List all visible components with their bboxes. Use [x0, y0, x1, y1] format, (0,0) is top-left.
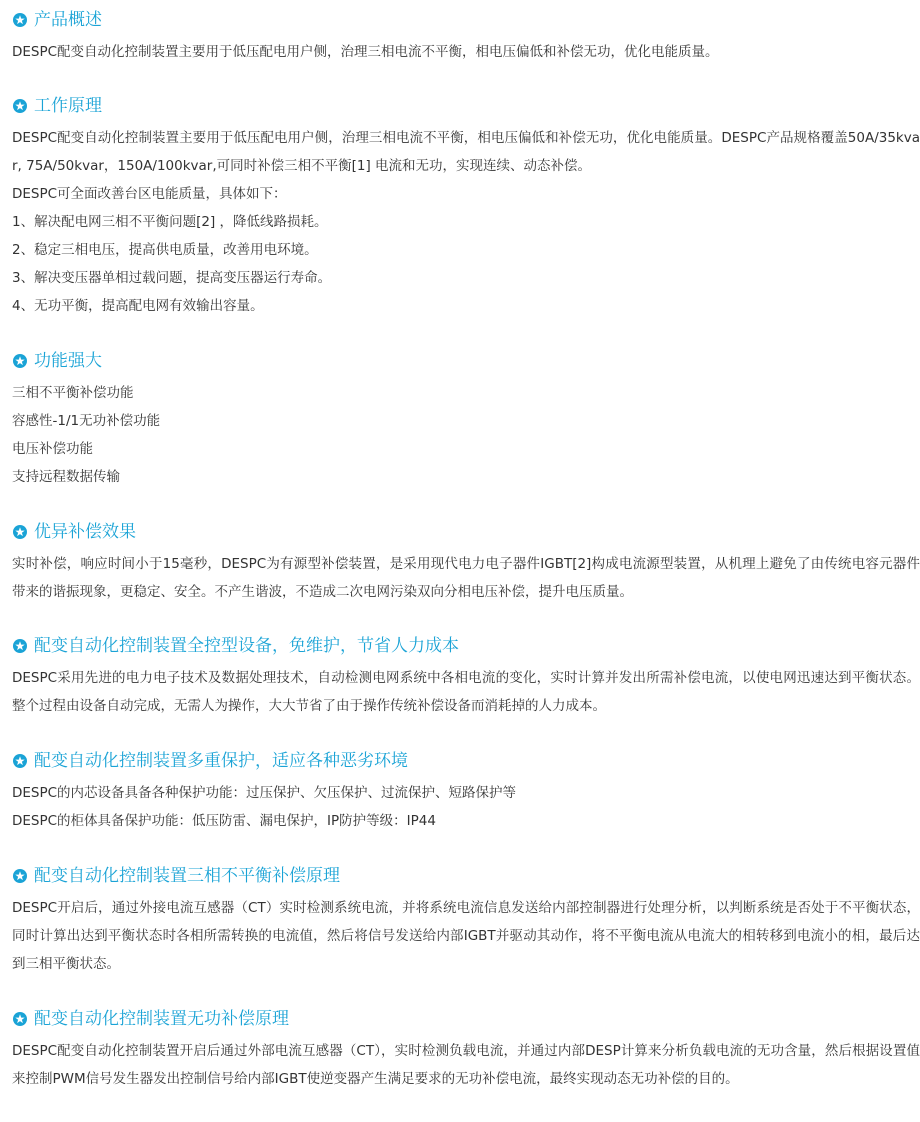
- section-heading: [12, 6, 920, 34]
- section-powerful-functions: [12, 347, 920, 491]
- section-title: 配变自动化控制装置多重保护，适应各种恶劣环境: [34, 751, 408, 771]
- section-multiple-protection: [12, 747, 920, 835]
- section-title: 功能强大: [34, 351, 102, 371]
- section-title: 工作原理: [34, 96, 102, 116]
- star-circle-icon: [12, 524, 28, 540]
- section-working-principle: [12, 92, 920, 320]
- section-unbalance-principle: [12, 862, 920, 978]
- paragraph: 实时补偿，响应时间小于15毫秒，DESPC为有源型补偿装置，是采用现代电力电子器件IGBT[2]构成电流源型装置，从机理上避免了由传统电容元器件带来的谐振现象，更稳定、安全。不产生谐波，不造成二次电网污染双向分相电压补偿，提升电压质量。: [12, 556, 920, 600]
- list-item: 电压补偿功能: [12, 441, 93, 457]
- paragraph: DESPC开启后，通过外接电流互感器（CT）实时检测系统电流，并将系统电流信息发送给内部控制器进行处理分析，以判断系统是否处于不平衡状态，同时计算出达到平衡状态时各相所需转换的电流值，然后将信号发送给内部IGBT并驱动其动作，将不平衡电流从电流大的相转移到电流小的相，最后达到三相平衡状态。: [12, 900, 920, 972]
- text-line: DESPC的柜体具备保护功能：低压防雷、漏电保护，IP防护等级：IP44: [12, 813, 436, 829]
- list-item: 3、解决变压器单相过载问题，提高变压器运行寿命。: [12, 270, 332, 286]
- star-circle-icon: [12, 353, 28, 369]
- paragraph: DESPC采用先进的电力电子技术及数据处理技术，自动检测电网系统中各相电流的变化，实时计算并发出所需补偿电流，以使电网迅速达到平衡状态。整个过程由设备自动完成，无需人为操作，大大节省了由于操作传统补偿设备而消耗掉的人力成本。: [12, 670, 920, 714]
- section-title: 配变自动化控制装置无功补偿原理: [34, 1009, 289, 1029]
- section-maintenance-free: [12, 632, 920, 720]
- section-heading: [12, 1005, 920, 1033]
- list-item: 三相不平衡补偿功能: [12, 385, 134, 401]
- paragraph: DESPC配变自动化控制装置主要用于低压配电用户侧，治理三相电流不平衡，相电压偏低和补偿无功，优化电能质量。DESPC产品规格覆盖50A/35kvar, 75A/50kvar，150A/100kvar,可同时补偿三相不平衡[1] 电流和无功，实现连续、动态补偿。: [12, 130, 920, 174]
- section-heading: [12, 747, 920, 775]
- star-circle-icon: [12, 12, 28, 28]
- text-line: DESPC配变自动化控制装置主要用于低压配电用户侧，治理三相电流不平衡，相电压偏低和补偿无功，优化电能质量。: [12, 44, 719, 60]
- section-compensation-effect: [12, 518, 920, 606]
- section-heading: [12, 518, 920, 546]
- list-item: 容感性-1/1无功补偿功能: [12, 413, 161, 429]
- list-item: 2、稳定三相电压，提高供电质量，改善用电环境。: [12, 242, 318, 258]
- star-circle-icon: [12, 638, 28, 654]
- star-circle-icon: [12, 868, 28, 884]
- star-circle-icon: [12, 1011, 28, 1027]
- text-line: DESPC的内芯设备具备各种保护功能：过压保护、欠压保护、过流保护、短路保护等: [12, 785, 517, 801]
- section-title: 产品概述: [34, 10, 102, 30]
- section-heading: [12, 92, 920, 120]
- section-product-overview: [12, 6, 920, 66]
- paragraph: DESPC配变自动化控制装置开启后通过外部电流互感器（CT），实时检测负载电流，并通过内部DESP计算来分析负载电流的无功含量，然后根据设置值来控制PWM信号发生器发出控制信号给内部IGBT使逆变器产生满足要求的无功补偿电流，最终实现动态无功补偿的目的。: [12, 1043, 920, 1087]
- section-heading: [12, 347, 920, 375]
- section-reactive-principle: [12, 1005, 920, 1093]
- section-heading: [12, 632, 920, 660]
- section-title: 优异补偿效果: [34, 522, 136, 542]
- section-title: 配变自动化控制装置全控型设备，免维护，节省人力成本: [34, 636, 459, 656]
- star-circle-icon: [12, 98, 28, 114]
- section-heading: [12, 862, 920, 890]
- list-item: 4、无功平衡，提高配电网有效输出容量。: [12, 298, 264, 314]
- list-item: 1、解决配电网三相不平衡问题[2] ，降低线路损耗。: [12, 214, 328, 230]
- star-circle-icon: [12, 753, 28, 769]
- text-line: DESPC可全面改善台区电能质量，具体如下：: [12, 186, 287, 202]
- list-item: 支持远程数据传输: [12, 469, 120, 485]
- section-title: 配变自动化控制装置三相不平衡补偿原理: [34, 866, 340, 886]
